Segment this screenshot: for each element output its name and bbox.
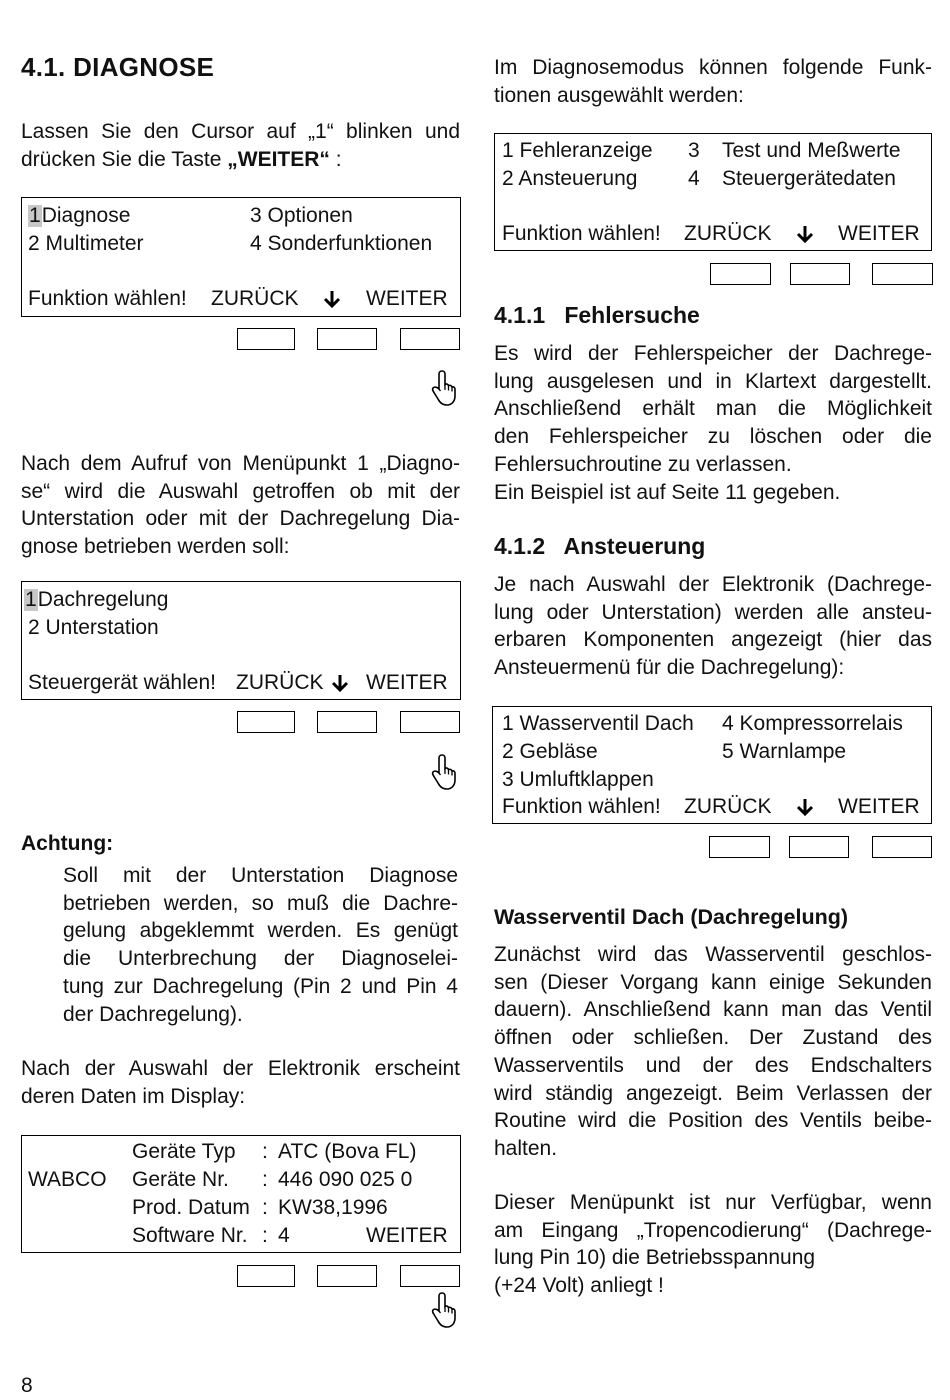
subsection-heading-water-valve: Wasserventil Dach (Dachregelung): [494, 905, 849, 929]
weiter-key-label: „WEITER“: [227, 147, 330, 171]
intro-line-2: [21, 146, 460, 174]
text-line: tung zur Dachregelung (Pin 2 und Pin 4: [63, 974, 458, 998]
display-diagnose-menu: [494, 133, 932, 251]
text-line: den Fehlerspeicher zu löschen oder die: [494, 425, 932, 449]
text-line: die Unterbrechung der Diagnoselei-: [63, 947, 458, 971]
text-line: se“ wird die Auswahl getroffen ob mit der: [21, 479, 460, 503]
display-main-menu: [21, 197, 461, 317]
menu-item-error-display[interactable]: 1 Fehleranzeige: [502, 139, 653, 162]
display-device-data: [21, 1135, 461, 1253]
text-line: am Eingang „Tropencodierung“ (Dachrege-: [494, 1218, 932, 1242]
menu-item-roof-control[interactable]: [24, 586, 168, 614]
text-line: Nach der Auswahl der Elektronik erscheint: [21, 1057, 460, 1080]
softkey-next[interactable]: [400, 711, 460, 733]
subsection-heading-fehlersuche: 4.1.1 Fehlersuche: [494, 302, 700, 328]
text-line: Je nach Auswahl der Elektronik (Dachrege-: [494, 573, 932, 596]
menu-item-test-values[interactable]: Test und Meßwerte: [722, 139, 901, 162]
softkey-down[interactable]: [789, 836, 849, 858]
softkey-label-next: WEITER: [838, 222, 920, 245]
text-line: wird ständig angezeigt. Beim Verlassen der: [494, 1081, 932, 1105]
display-control-menu: [492, 706, 932, 824]
text-line: tionen ausgewählt werden:: [494, 83, 744, 107]
text-line: lung ausgelesen und in Klartext dargestellt.: [494, 369, 932, 393]
intro-paragraph: [21, 118, 460, 173]
paragraph-water-valve: [494, 941, 932, 1163]
display-prompt: Funktion wählen!: [502, 222, 661, 245]
page-number: 8: [21, 1374, 33, 1397]
menu-item-number: 4: [688, 167, 700, 190]
text-line: Ansteuermenü für die Dachregelung):: [494, 656, 845, 680]
menu-item-diagnose[interactable]: [28, 202, 130, 230]
softkey-back[interactable]: [237, 711, 295, 733]
arrow-down-icon: [795, 224, 815, 244]
field-colon: :: [262, 1140, 268, 1163]
warning-text: [63, 862, 458, 1028]
softkey-next[interactable]: [872, 263, 933, 285]
softkey-down[interactable]: [317, 328, 377, 350]
menu-item-options[interactable]: 3 Optionen: [250, 204, 353, 227]
softkey-label-back: ZURÜCK: [684, 222, 772, 245]
text-line: Dieser Menüpunkt ist nur Verfügbar, wenn: [494, 1191, 932, 1214]
text-line: Zunächst wird das Wasserventil geschlos-: [494, 943, 932, 966]
text-line: halten.: [494, 1136, 558, 1160]
text-line: Soll mit der Unterstation Diagnose: [63, 864, 458, 887]
paragraph-ansteuerung: [494, 571, 932, 682]
cursor-highlight: 1: [25, 588, 37, 611]
section-heading-diagnose: 4.1. DIAGNOSE: [21, 52, 215, 82]
menu-item-water-valve[interactable]: 1 Wasserventil Dach: [502, 712, 694, 735]
softkey-label-back: ZURÜCK: [684, 795, 772, 818]
field-label-production-date: Prod. Datum: [132, 1196, 250, 1219]
softkey-down[interactable]: [317, 1265, 377, 1287]
field-value-production-date: KW38,1996: [278, 1196, 388, 1219]
text-line: Unterstation oder mit der Dachregelung Dia-: [21, 507, 460, 531]
softkey-down[interactable]: [790, 263, 850, 285]
menu-item-label: Dachregelung: [37, 588, 169, 611]
text-line: gelung abgeklemmt werden. Es genügt: [63, 919, 458, 943]
softkey-label-next: WEITER: [366, 287, 448, 310]
text-line: öffnen oder schließen. Der Zustand des: [494, 1026, 932, 1050]
display-prompt: Steuergerät wählen!: [28, 671, 216, 694]
arrow-down-icon: [322, 289, 342, 309]
menu-item-control[interactable]: 2 Ansteuerung: [502, 167, 638, 190]
intro-colon: :: [329, 147, 342, 171]
menu-item-recirculation-flaps[interactable]: 3 Umluftklappen: [502, 768, 654, 791]
field-label-software-number: Software Nr.: [132, 1224, 248, 1247]
paragraph-availability-note: [494, 1189, 932, 1300]
menu-item-substation[interactable]: 2 Unterstation: [28, 616, 159, 639]
paragraph-fehlersuche: [494, 340, 932, 506]
brand-label: WABCO: [28, 1168, 107, 1191]
softkey-next[interactable]: [400, 1265, 460, 1287]
menu-item-number: 3: [688, 139, 700, 162]
softkey-back[interactable]: [237, 1265, 295, 1287]
arrow-down-icon: [795, 797, 815, 817]
field-colon: :: [262, 1224, 268, 1247]
display-prompt: Funktion wählen!: [28, 287, 187, 310]
pointing-hand-icon: [428, 1290, 458, 1330]
softkey-label-next: WEITER: [366, 671, 448, 694]
cursor-highlight: 1: [29, 204, 41, 227]
menu-item-controller-data[interactable]: Steuergerätedaten: [722, 167, 896, 190]
softkey-label-next: WEITER: [366, 1224, 448, 1247]
text-line: betrieben werden, so muß die Dachre-: [63, 891, 458, 915]
field-value-software-number: 4: [278, 1224, 290, 1247]
softkey-next[interactable]: [400, 328, 460, 350]
warning-title: Achtung:: [21, 832, 114, 855]
softkey-back[interactable]: [709, 836, 770, 858]
softkey-back[interactable]: [710, 263, 771, 285]
field-colon: :: [262, 1168, 268, 1191]
field-value-device-number: 446 090 025 0: [278, 1168, 413, 1191]
display-prompt: Funktion wählen!: [502, 795, 661, 818]
text-line: Wasserventils und der des Endschalters: [494, 1053, 932, 1077]
menu-item-multimeter[interactable]: 2 Multimeter: [28, 232, 144, 255]
text-line: Es wird der Fehlerspeicher der Dachrege-: [494, 342, 932, 365]
pointing-hand-icon: [428, 752, 458, 792]
intro-line-1: Lassen Sie den Cursor auf „1“ blinken und: [21, 120, 460, 143]
display-controller-select: [21, 581, 461, 700]
field-value-device-type: ATC (Bova FL): [278, 1140, 417, 1163]
softkey-back[interactable]: [237, 328, 295, 350]
menu-item-compressor-relay[interactable]: 4 Kompressorrelais: [722, 712, 903, 735]
text-line: Fehlersuchroutine zu verlassen.: [494, 452, 792, 476]
paragraph-diagnose-selection: [21, 450, 460, 561]
text-line: (+24 Volt) anliegt !: [494, 1274, 664, 1298]
menu-item-special-functions[interactable]: 4 Sonderfunktionen: [250, 232, 433, 255]
arrow-down-icon: [330, 673, 350, 693]
text-line: deren Daten im Display:: [21, 1084, 246, 1108]
field-colon: :: [262, 1196, 268, 1219]
text-line: sen (Dieser Vorgang kann einige Sekunden: [494, 970, 932, 994]
text-line: Routine wird die Position des Ventils beibe-: [494, 1109, 932, 1133]
right-intro-paragraph: [494, 54, 932, 109]
menu-item-blower[interactable]: 2 Gebläse: [502, 740, 598, 763]
text-line: erbaren Komponenten angezeigt (hier das: [494, 628, 932, 652]
softkey-label-next: WEITER: [838, 795, 920, 818]
text-line: Im Diagnosemodus können folgende Funk-: [494, 56, 932, 79]
text-line: gnose betrieben werden soll:: [21, 535, 290, 559]
softkey-label-back: ZURÜCK: [211, 287, 299, 310]
text-line: Ein Beispiel ist auf Seite 11 gegeben.: [494, 480, 841, 504]
intro-text: drücken Sie die Taste: [21, 147, 228, 171]
softkey-label-back: ZURÜCK: [236, 671, 324, 694]
text-line: lung oder Unterstation) werden alle ansteu-: [494, 600, 932, 624]
subsection-heading-ansteuerung: 4.1.2 Ansteuerung: [494, 533, 706, 559]
menu-item-warning-lamp[interactable]: 5 Warnlampe: [722, 740, 847, 763]
text-line: dauern). Anschließend kann man das Ventil: [494, 998, 932, 1022]
paragraph-device-data: [21, 1055, 460, 1110]
text-line: Nach dem Aufruf von Menüpunkt 1 „Diagno-: [21, 452, 460, 475]
field-label-device-number: Geräte Nr.: [132, 1168, 229, 1191]
text-line: lung Pin 10) die Betriebsspannung: [494, 1246, 816, 1270]
softkey-down[interactable]: [317, 711, 377, 733]
pointing-hand-icon: [428, 368, 458, 408]
softkey-next[interactable]: [872, 836, 932, 858]
text-line: Anschließend erhält man die Möglichkeit: [494, 397, 932, 421]
text-line: der Dachregelung).: [63, 1002, 243, 1026]
field-label-device-type: Geräte Typ: [132, 1140, 236, 1163]
menu-item-label: Diagnose: [41, 204, 131, 227]
